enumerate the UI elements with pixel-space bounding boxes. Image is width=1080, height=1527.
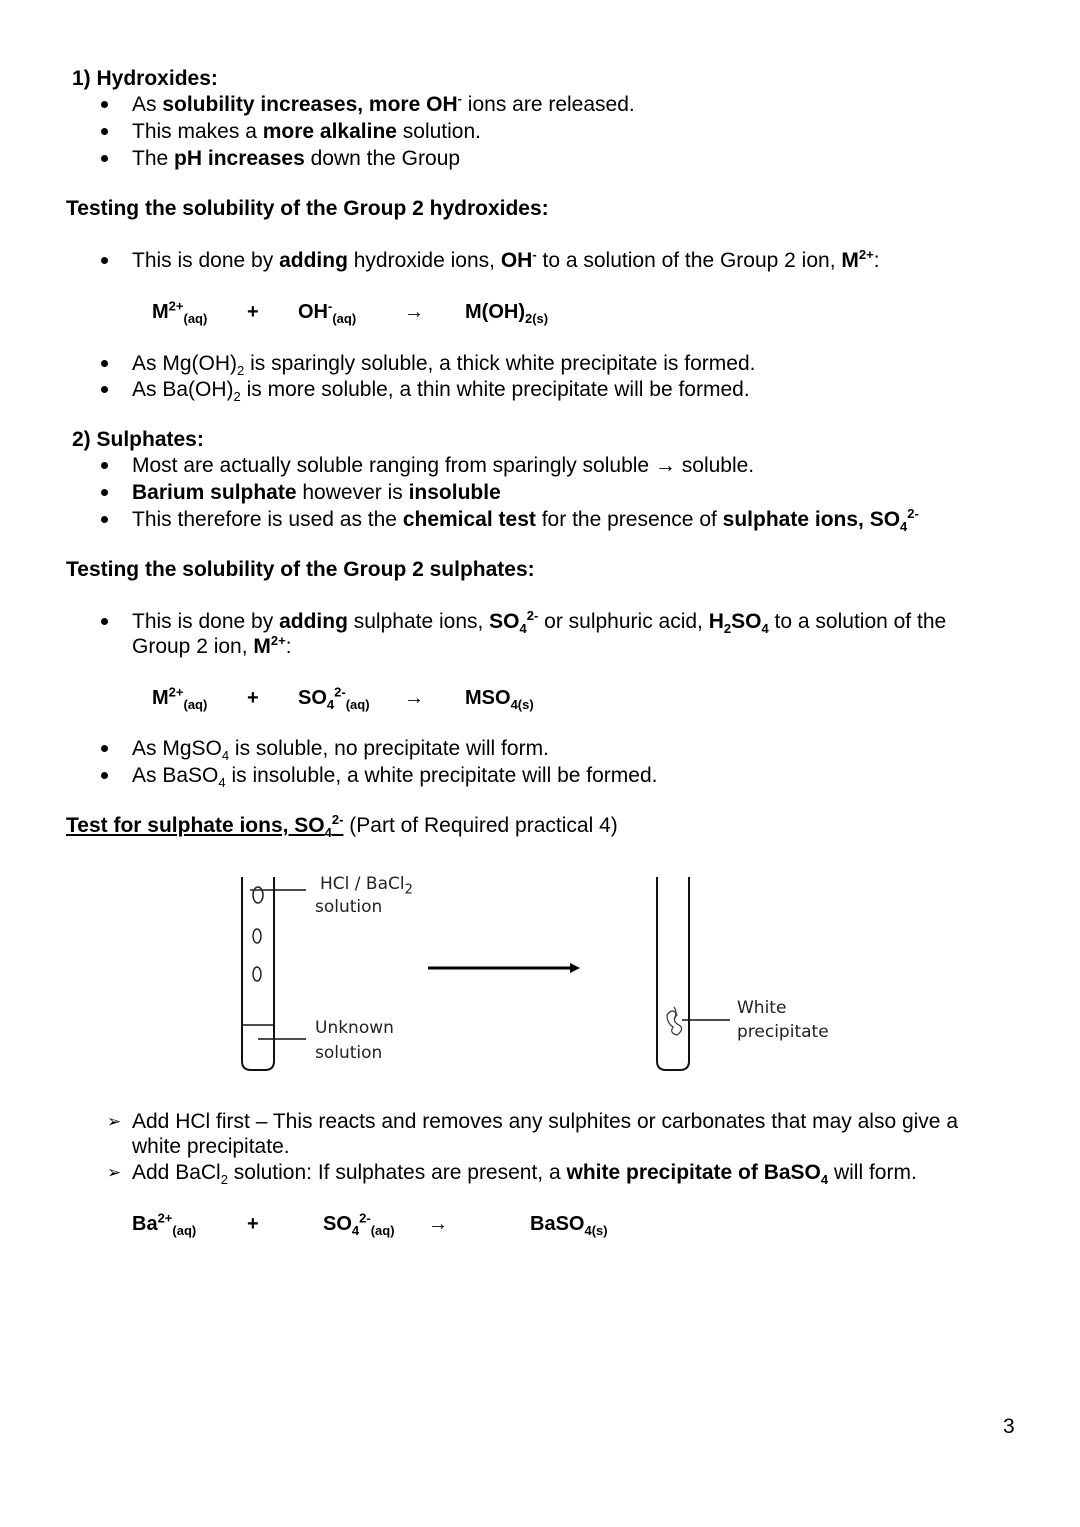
test2-intro-line2: Group 2 ion, $M^{2+}$: (132, 633, 292, 658)
section2-heading: 2) Sulphates: (72, 428, 204, 451)
bullet-dot (101, 489, 108, 496)
bullet-dot (101, 155, 108, 162)
test2-eq-product: $MSO_{4(s)}$ (465, 687, 534, 712)
test1-eq-product: $M(OH)_{2(s)}$ (465, 301, 549, 326)
result-label-line2: precipitate (737, 1022, 829, 1042)
test1-eq-reactant1: $M^{2+}_{(aq)}$ (152, 298, 208, 326)
test3-eq-plus: + (247, 1213, 259, 1235)
droplet-2 (253, 929, 261, 943)
bullet-dot (101, 360, 108, 367)
test1-bullet-2: As $Ba(OH)_2$ is more soluble, a thin white precipitate will be formed. (132, 378, 750, 405)
test1-eq-reactant2: $OH^-_{(aq)}$ (298, 298, 357, 326)
section2-bullet-1: Most are actually soluble ranging from sparingly soluble → soluble. (132, 454, 755, 477)
test2-bullet-1: As MgSO$_4$ is soluble, no precipitate will form. (132, 737, 549, 764)
step1-line2: white precipitate. (132, 1135, 290, 1158)
test3-eq-reactant1: $Ba^{2+}_{(aq)}$ (132, 1210, 197, 1238)
droplet-3 (253, 967, 261, 981)
test1-eq-plus: + (247, 301, 259, 323)
test2-heading: Testing the solubility of the Group 2 sulphates: (66, 558, 535, 581)
test3-eq-arrow: → (428, 1213, 448, 1235)
page-number: 3 (1003, 1415, 1015, 1438)
reaction-arrowhead (570, 963, 580, 973)
step1-line1: Add HCl first – This reacts and removes any sulphites or carbonates that may also give a (132, 1110, 959, 1133)
test3-eq-product: BaSO$_{4(s)}$ (530, 1213, 608, 1238)
test3-heading: Test for sulphate ions, $SO_4^{2-}$ (Part of Required practical 4) (66, 812, 618, 841)
unknown-label-line1: Unknown (315, 1018, 394, 1038)
test2-eq-reactant1: $M^{2+}_{(aq)}$ (152, 684, 208, 712)
bullet-dot (101, 618, 108, 625)
section2-bullet-3: This therefore is used as the chemical test for the presence of sulphate ions, $SO_4^{2-}$ (132, 506, 919, 535)
arrow-bullet-icon: ➢ (107, 1112, 122, 1131)
section1-bullet-2: This makes a more alkaline solution. (132, 120, 482, 143)
test2-intro-line1: This is done by adding sulphate ions, $SO_4^{2-}$ or sulphuric acid, $H_2SO_4$ to a solution of the (132, 608, 947, 637)
test1-heading: Testing the solubility of the Group 2 hydroxides: (66, 197, 549, 220)
arrow-bullet-icon: ➢ (107, 1163, 122, 1182)
test-tube-left (242, 877, 274, 1070)
test3-eq-reactant2: $SO_4^{2-}_{(aq)}$ (323, 1210, 395, 1238)
test1-eq-arrow: → (404, 301, 424, 323)
bullet-dot (101, 772, 108, 779)
bullet-dot (101, 128, 108, 135)
unknown-label-line2: solution (315, 1043, 383, 1063)
section1-bullet-1: As solubility increases, more OH- ions are released. (132, 91, 635, 116)
bullet-dot (101, 101, 108, 108)
test1-bullet-1: As $Mg(OH)_2$ is sparingly soluble, a thick white precipitate is formed. (132, 352, 756, 379)
step2: Add BaCl$_2$ solution: If sulphates are present, a white precipitate of BaSO$_4$ will form. (132, 1161, 917, 1188)
reagent-label-line1: HCl / BaCl$_2$ (320, 874, 413, 898)
precipitate-squiggle (667, 1007, 682, 1035)
test2-eq-plus: + (247, 687, 259, 709)
test2-eq-reactant2: $SO_4^{2-}_{(aq)}$ (298, 684, 370, 712)
bullet-dot (101, 745, 108, 752)
section1-heading: 1) Hydroxides: (72, 67, 218, 90)
test2-eq-arrow: → (404, 687, 424, 709)
bullet-dot (101, 462, 108, 469)
test-tube-right (657, 877, 689, 1070)
test1-intro: This is done by adding hydroxide ions, OH- to a solution of the Group 2 ion, $M^{2+}$: (132, 247, 880, 272)
section2-bullet-2: Barium sulphate however is insoluble (132, 481, 501, 504)
bullet-dot (101, 386, 108, 393)
test2-bullet-2: As BaSO$_4$ is insoluble, a white precipitate will be formed. (132, 764, 658, 791)
section1-bullet-3: The pH increases down the Group (132, 147, 461, 170)
result-label-line1: White (737, 998, 787, 1018)
reagent-label-line2: solution (315, 897, 383, 917)
bullet-dot (101, 516, 108, 523)
bullet-dot (101, 257, 108, 264)
